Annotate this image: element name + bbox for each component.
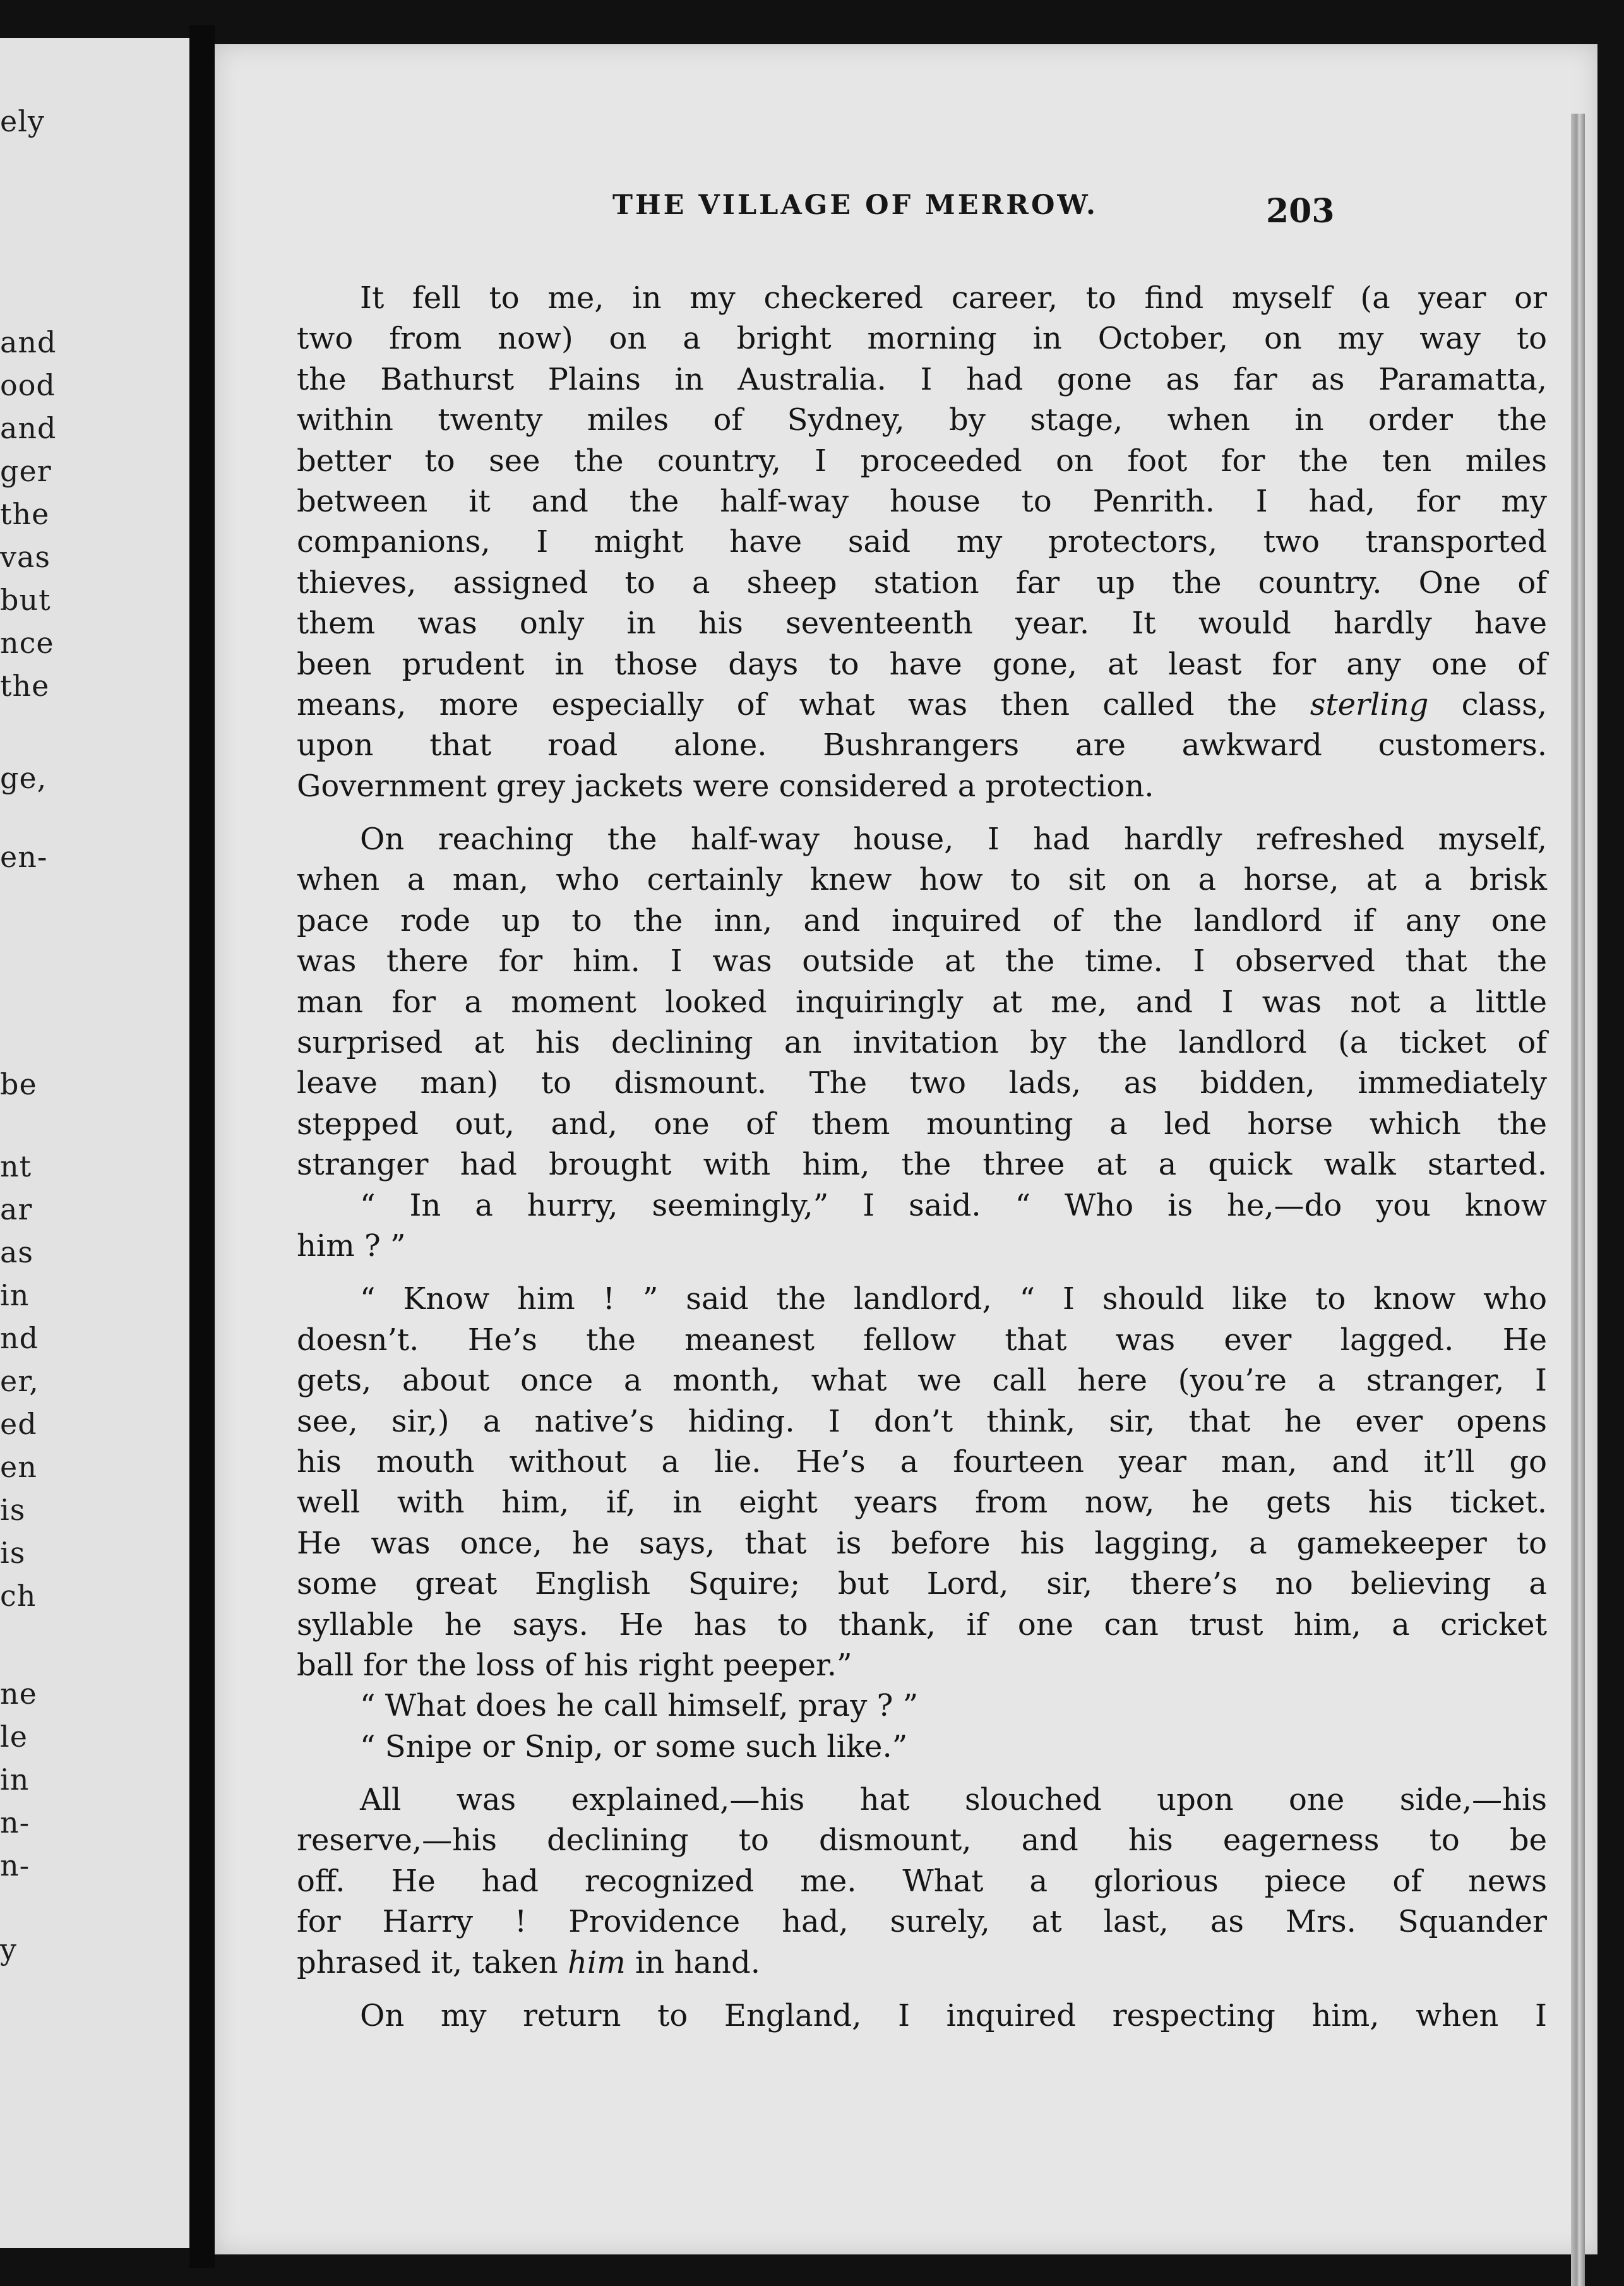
book-page xyxy=(215,44,1597,2254)
fragment-text: but xyxy=(0,583,51,617)
text-line: ball for the loss of his right peeper.” xyxy=(297,1647,852,1683)
fragment-text: er, xyxy=(0,1364,39,1398)
text-line: thieves, assigned to a sheep station far up the country. One of xyxy=(297,565,1547,601)
text-line: stepped out, and, one of them mounting a led horse which the xyxy=(297,1106,1547,1142)
fragment-text: n- xyxy=(0,1805,30,1840)
text-line: been prudent in those days to have gone, at least for any one of xyxy=(297,646,1547,682)
text-line xyxy=(297,685,1547,725)
fragment-text: ed xyxy=(0,1407,37,1441)
text-line: surprised at his declining an invitation by the landlord (a ticket of xyxy=(297,1025,1547,1061)
text-line: off. He had recognized me. What a glorious piece of news xyxy=(297,1863,1547,1899)
fragment-text: ger xyxy=(0,454,52,488)
text-line: when a man, who certainly knew how to sit on a horse, at a brisk xyxy=(297,862,1547,898)
fragment-text: en- xyxy=(0,840,48,874)
fragment-text: vas xyxy=(0,540,51,574)
fragment-text: ge, xyxy=(0,761,47,795)
fragment-text: as xyxy=(0,1235,34,1269)
left-page-fragment xyxy=(0,38,189,2248)
fragment-text: ch xyxy=(0,1579,37,1613)
fragment-text: en xyxy=(0,1450,37,1484)
running-title: THE VILLAGE OF MERROW. xyxy=(612,189,1098,221)
text-line-end: in hand. xyxy=(625,1944,760,1980)
body-text xyxy=(297,278,1547,2036)
fragment-text: in xyxy=(0,1278,30,1312)
fragment-text: be xyxy=(0,1067,37,1101)
text-line: “ In a hurry, seemingly,” I said. “ Who is he,—do you know xyxy=(360,1187,1547,1223)
italic-word: sterling xyxy=(1310,686,1429,722)
text-line: “ What does he call himself, pray ? ” xyxy=(360,1688,919,1724)
text-line xyxy=(297,1942,1547,1983)
text-line: him ? ” xyxy=(297,1228,406,1264)
text-line: some great English Squire; but Lord, sir, there’s no believing a xyxy=(297,1566,1547,1602)
fragment-text: and xyxy=(0,325,57,359)
text-line: within twenty miles of Sydney, by stage, when in order the xyxy=(297,402,1547,438)
text-line-start: phrased it, taken xyxy=(297,1944,568,1980)
text-line: the Bathurst Plains in Australia. I had gone as far as Paramatta, xyxy=(297,361,1547,397)
fragment-text: is xyxy=(0,1536,26,1570)
fragment-text: in xyxy=(0,1762,30,1797)
italic-word: him xyxy=(567,1944,626,1980)
text-line: for Harry ! Providence had, surely, at last, as Mrs. Squander xyxy=(297,1904,1547,1940)
text-line: man for a moment looked inquiringly at me, and I was not a little xyxy=(297,984,1547,1020)
text-line: stranger had brought with him, the three at a quick walk started. xyxy=(297,1147,1547,1183)
text-line: doesn’t. He’s the meanest fellow that was ever lagged. He xyxy=(297,1322,1547,1358)
text-line: better to see the country, I proceeded on foot for the ten miles xyxy=(297,443,1547,479)
text-line-end: class, xyxy=(1428,686,1547,722)
text-line: All was explained,—his hat slouched upon one side,—his xyxy=(360,1782,1547,1818)
text-line: leave man) to dismount. The two lads, as bidden, immediately xyxy=(297,1065,1547,1101)
text-line: On reaching the half-way house, I had hardly refreshed myself, xyxy=(360,822,1547,858)
text-line: them was only in his seventeenth year. It would hardly have xyxy=(297,606,1547,642)
fragment-text: le xyxy=(0,1720,28,1754)
text-line: reserve,—his declining to dismount, and his eagerness to be xyxy=(297,1822,1547,1858)
text-line-start: means, more especially of what was then called the xyxy=(297,686,1310,722)
text-line: two from now) on a bright morning in October, on my way to xyxy=(297,321,1547,357)
text-line: see, sir,) a native’s hiding. I don’t think, sir, that he ever opens xyxy=(297,1403,1547,1439)
text-line: “ Snipe or Snip, or some such like.” xyxy=(360,1728,908,1764)
text-line: syllable he says. He has to thank, if one can trust him, a cricket xyxy=(297,1607,1547,1643)
fragment-text: is xyxy=(0,1493,26,1527)
text-line: pace rode up to the inn, and inquired of the landlord if any one xyxy=(297,902,1547,938)
text-line: companions, I might have said my protectors, two transported xyxy=(297,524,1547,560)
text-line: “ Know him ! ” said the landlord, “ I should like to know who xyxy=(360,1281,1547,1317)
fragment-text: ely xyxy=(0,104,45,138)
fragment-text: n- xyxy=(0,1848,30,1882)
fragment-text: nd xyxy=(0,1321,39,1355)
text-line: He was once, he says, that is before his lagging, a gamekeeper to xyxy=(297,1525,1547,1561)
fragment-text: nt xyxy=(0,1149,32,1183)
fragment-text: y xyxy=(0,1932,17,1966)
text-line: between it and the half-way house to Penrith. I had, for my xyxy=(297,483,1547,519)
text-line: well with him, if, in eight years from now, he gets his ticket. xyxy=(297,1485,1547,1521)
fragment-text: ar xyxy=(0,1192,33,1226)
text-line: upon that road alone. Bushrangers are awkward customers. xyxy=(297,727,1547,763)
running-head xyxy=(215,189,1597,240)
fragment-text: ne xyxy=(0,1677,37,1711)
page-edge xyxy=(1571,114,1585,2286)
text-line: Government grey jackets were considered a protection. xyxy=(297,768,1154,804)
fragment-text: the xyxy=(0,497,50,531)
fragment-text: ood xyxy=(0,368,56,402)
fragment-text: nce xyxy=(0,626,54,660)
page-number: 203 xyxy=(1266,192,1335,230)
text-line: gets, about once a month, what we call here (you’re a stranger, I xyxy=(297,1363,1547,1399)
text-line: was there for him. I was outside at the time. I observed that the xyxy=(297,943,1547,979)
text-line: On my return to England, I inquired respecting him, when I xyxy=(360,1998,1547,2034)
fragment-text: and xyxy=(0,411,57,445)
book-gutter xyxy=(189,25,215,2268)
text-line: It fell to me, in my checkered career, to find myself (a year or xyxy=(360,280,1547,316)
fragment-text: the xyxy=(0,669,50,703)
text-line: his mouth without a lie. He’s a fourteen year man, and it’ll go xyxy=(297,1444,1547,1480)
